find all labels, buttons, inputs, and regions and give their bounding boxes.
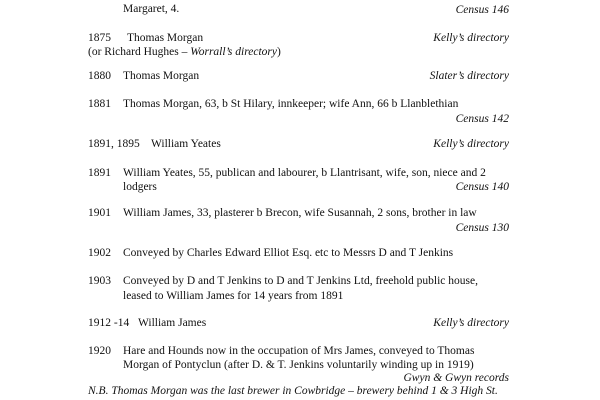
entry-1903-year: 1903	[88, 275, 111, 287]
entry-continuation-source: Census 146	[455, 4, 509, 16]
entry-1891-1895-text: William Yeates	[151, 138, 221, 150]
entry-1880-year: 1880	[88, 70, 111, 82]
entry-1902-text: Conveyed by Charles Edward Elliot Esq. etc to Messrs D and T Jenkins	[123, 247, 454, 259]
entry-1903-text-line1: Conveyed by D and T Jenkins to D and T Jenkins Ltd, freehold public house,	[123, 275, 478, 287]
entry-1891-1895-year: 1891, 1895	[88, 138, 140, 150]
entry-1920-text-line1: Hare and Hounds now in the occupation of Mrs James, conveyed to Thomas	[123, 345, 475, 357]
entry-1875-text: Thomas Morgan	[127, 32, 204, 44]
entry-1891-year: 1891	[88, 167, 111, 179]
entry-1875-source: Kelly’s directory	[433, 32, 509, 44]
entry-1891-text-line1: William Yeates, 55, publican and labourer, b Llantrisant, wife, son, niece and 2	[123, 167, 486, 179]
entry-1901-text: William James, 33, plasterer b Brecon, wife Susannah, 2 sons, brother in law	[123, 207, 477, 219]
entry-1875-year: 1875	[88, 32, 111, 44]
entry-1881-source: Census 142	[455, 113, 509, 125]
entry-1920-text-line2: Morgan of Pontyclun (after D. & T. Jenkins voluntarily winding up in 1919)	[123, 359, 474, 371]
entry-1912-14-text: William James	[138, 317, 207, 329]
entry-1912-14-year: 1912 -14	[88, 317, 130, 329]
entry-1881-year: 1881	[88, 98, 111, 110]
entry-1891-text-line2: lodgers	[123, 181, 157, 193]
entry-1902-year: 1902	[88, 247, 111, 259]
entry-1912-14-source: Kelly’s directory	[433, 317, 509, 329]
entry-1901-source: Census 130	[455, 222, 509, 234]
entry-1920-year: 1920	[88, 345, 111, 357]
entry-1901-year: 1901	[88, 207, 111, 219]
entry-1903-text-line2: leased to William James for 14 years from 1891	[123, 290, 344, 302]
entry-1881-text: Thomas Morgan, 63, b St Hilary, innkeeper; wife Ann, 66 b Llanblethian	[123, 98, 459, 110]
entry-1880-source: Slater’s directory	[429, 70, 509, 82]
entry-1920-source: Gwyn & Gwyn records	[403, 372, 509, 384]
footnote: N.B. Thomas Morgan was the last brewer in Cowbridge – brewery behind 1 & 3 High St.	[88, 385, 498, 397]
entry-1875-alt: (or Richard Hughes – Worrall’s directory)	[88, 46, 281, 58]
entry-continuation-text: Margaret, 4.	[123, 3, 180, 15]
entry-1891-source: Census 140	[455, 181, 509, 193]
entry-1880-text: Thomas Morgan	[123, 70, 200, 82]
entry-1891-1895-source: Kelly’s directory	[433, 138, 509, 150]
